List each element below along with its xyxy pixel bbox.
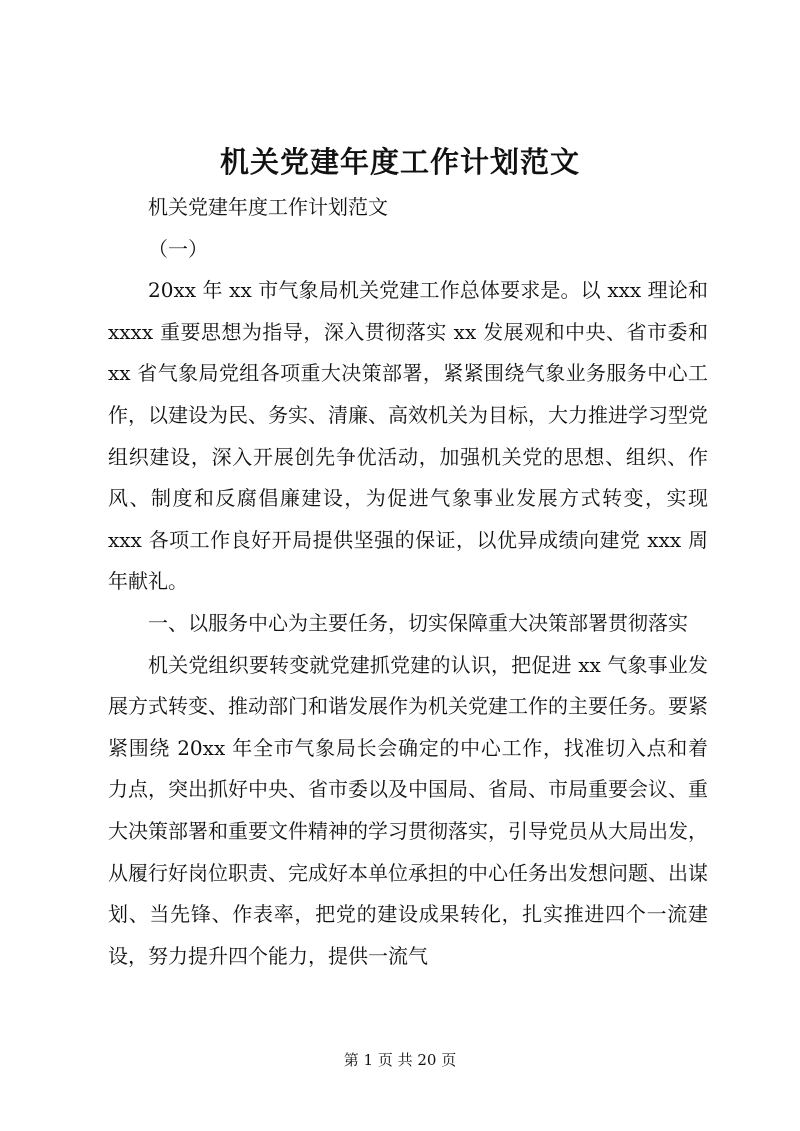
paragraph-section-marker: （一） [148,236,208,261]
paragraph-heading-one: 一、以服务中心为主要任务，切实保障重大决策部署贯彻落实 [148,610,688,635]
paragraph-subtitle: 机关党建年度工作计划范文 [148,195,388,219]
paragraph-overall-requirements: 20xx 年 xx 市气象局机关党建工作总体要求是。以 xxx 理论和 xxxx 重要思想为指导，深入贯彻落实 xx 发展观和中央、省市委和 xx 省气象局党组各项重大决策部署，紧紧围绕气象业务服务中心工作，以建设为民、务实、清廉、高效机关为目标，大力推进学习型党组织建设，深入开展创先争优活动，加强机关党的思想、组织、作风、制度和反腐倡廉建设，为促进气象事业发展方式转变，实现 xxx 各项工作良好开局提供坚强的保证，以优异成绩向建党 xxx 周年献礼。 [108,278,708,594]
document-body [108,187,708,977]
paragraph-service-center: 机关党组织要转变就党建抓党建的认识，把促进 xx 气象事业发展方式转变、推动部门和谐发展作为机关党建工作的主要任务。要紧紧围绕 20xx 年全市气象局长会确定的中心工作，找准切入点和着力点，突出抓好中央、省市委以及中国局、省局、市局重要会议、重大决策部署和重要文件精神的学习贯彻落实，引导党员从大局出发，从履行好岗位职责、完成好本单位承担的中心任务出发想问题、出谋划、当先锋、作表率，把党的建设成果转化，扎实推进四个一流建设，努力提升四个能力，提供一流气 [108,652,708,968]
page-footer: 第 1 页 共 20 页 [343,1051,457,1069]
document-title: 机关党建年度工作计划范文 [219,145,580,179]
